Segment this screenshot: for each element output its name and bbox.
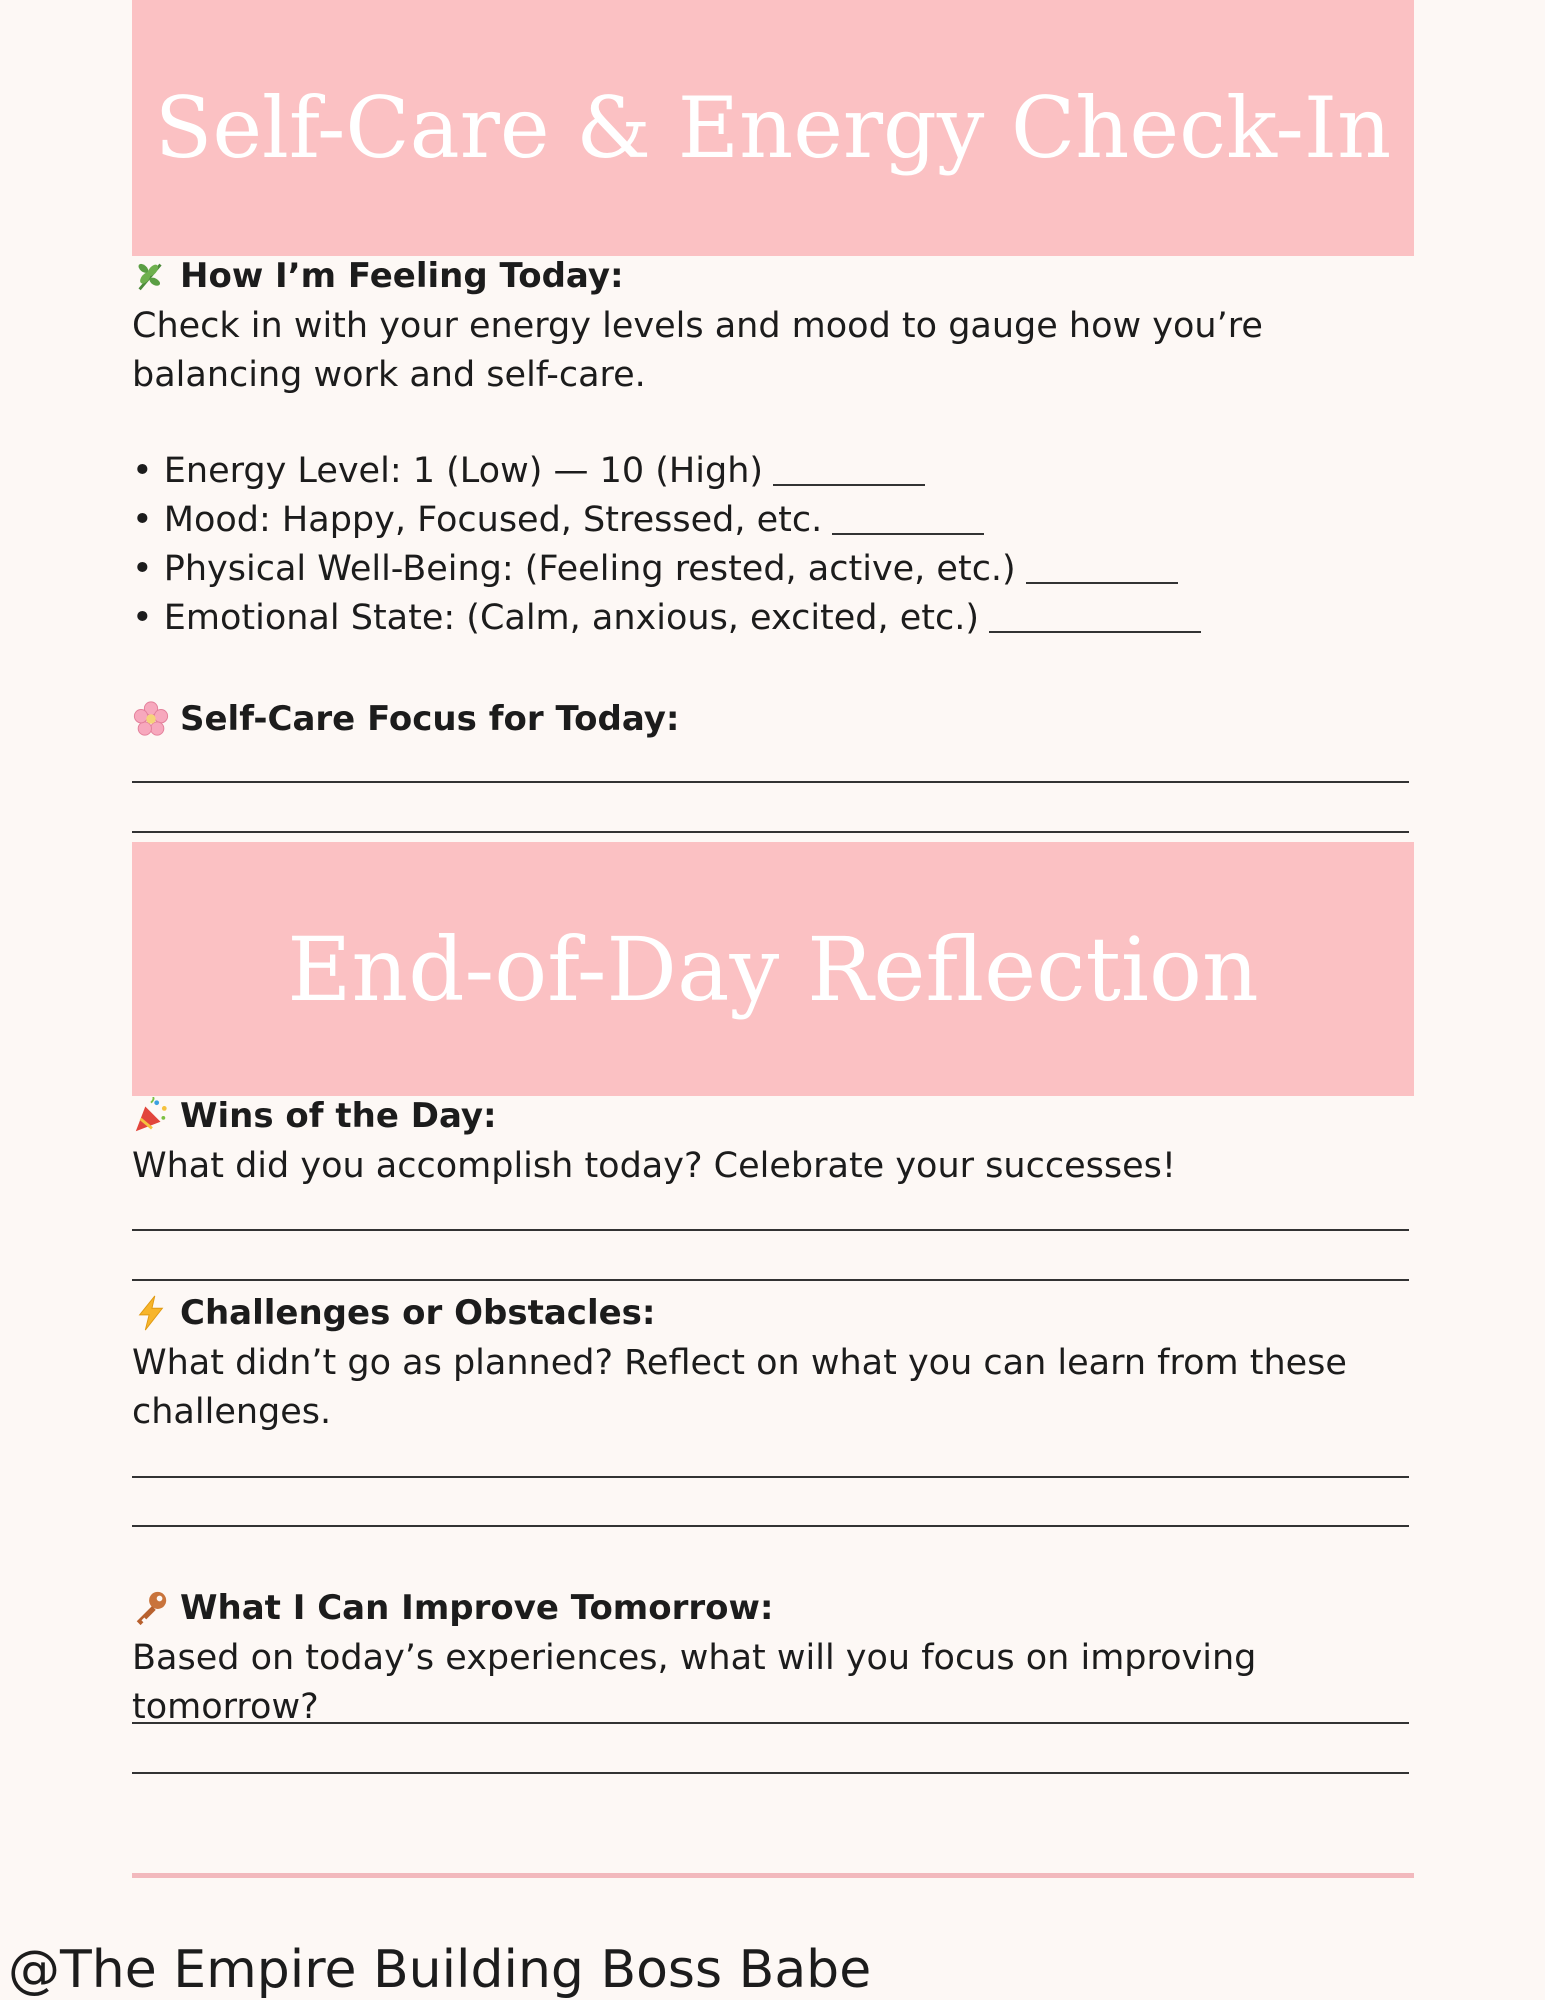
checkin-banner xyxy=(132,0,1414,256)
emotional-state-blank[interactable] xyxy=(989,601,1201,633)
lightning-icon xyxy=(132,1294,170,1332)
energy-level-blank[interactable] xyxy=(773,454,925,486)
footer-divider xyxy=(132,1873,1414,1878)
feeling-heading-label: How I’m Feeling Today: xyxy=(180,256,624,296)
checkin-title: Self-Care & Energy Check-In xyxy=(154,79,1392,177)
improve-heading xyxy=(132,1588,774,1628)
improve-line-1[interactable] xyxy=(132,1722,1409,1724)
improve-line-2[interactable] xyxy=(132,1772,1409,1774)
focus-heading xyxy=(132,699,680,739)
feeling-heading xyxy=(132,256,624,296)
challenges-line-1[interactable] xyxy=(132,1476,1409,1478)
physical-wellbeing-blank[interactable] xyxy=(1026,552,1178,584)
physical-wellbeing-label: • Physical Well-Being: (Feeling rested, active, etc.) xyxy=(132,549,1016,589)
wins-heading-label: Wins of the Day: xyxy=(180,1096,497,1136)
mood-blank[interactable] xyxy=(832,503,984,535)
wins-line-2[interactable] xyxy=(132,1279,1409,1281)
list-item xyxy=(132,499,984,540)
focus-heading-label: Self-Care Focus for Today: xyxy=(180,699,680,739)
focus-line-1[interactable] xyxy=(132,781,1409,783)
party-popper-icon xyxy=(132,1097,170,1135)
reflection-banner xyxy=(132,842,1414,1096)
improve-description: Based on today’s experiences, what will you focus on improving tomorrow? xyxy=(132,1638,1257,1727)
challenges-description: What didn’t go as planned? Reflect on what you can learn from these challenges. xyxy=(132,1343,1347,1432)
mood-label: • Mood: Happy, Focused, Stressed, etc. xyxy=(132,500,823,540)
cherry-blossom-icon xyxy=(132,700,170,738)
feeling-description: Check in with your energy levels and mood to gauge how you’re balancing work and self-care. xyxy=(132,306,1263,395)
improve-heading-label: What I Can Improve Tomorrow: xyxy=(180,1588,774,1628)
footer-handle: @The Empire Building Boss Babe xyxy=(8,1940,872,2000)
challenges-heading xyxy=(132,1293,656,1333)
herb-icon xyxy=(132,257,170,295)
wins-line-1[interactable] xyxy=(132,1229,1409,1231)
key-icon xyxy=(132,1589,170,1627)
wins-description: What did you accomplish today? Celebrate your successes! xyxy=(132,1146,1176,1186)
challenges-heading-label: Challenges or Obstacles: xyxy=(180,1293,656,1333)
focus-line-2[interactable] xyxy=(132,831,1409,833)
energy-level-label: • Energy Level: 1 (Low) — 10 (High) xyxy=(132,451,764,491)
emotional-state-label: • Emotional State: (Calm, anxious, excited, etc.) xyxy=(132,598,980,638)
list-item xyxy=(132,548,1178,589)
challenges-line-2[interactable] xyxy=(132,1525,1409,1527)
reflection-title: End-of-Day Reflection xyxy=(287,917,1259,1021)
wins-heading xyxy=(132,1096,497,1136)
list-item xyxy=(132,597,1201,638)
list-item xyxy=(132,450,925,491)
